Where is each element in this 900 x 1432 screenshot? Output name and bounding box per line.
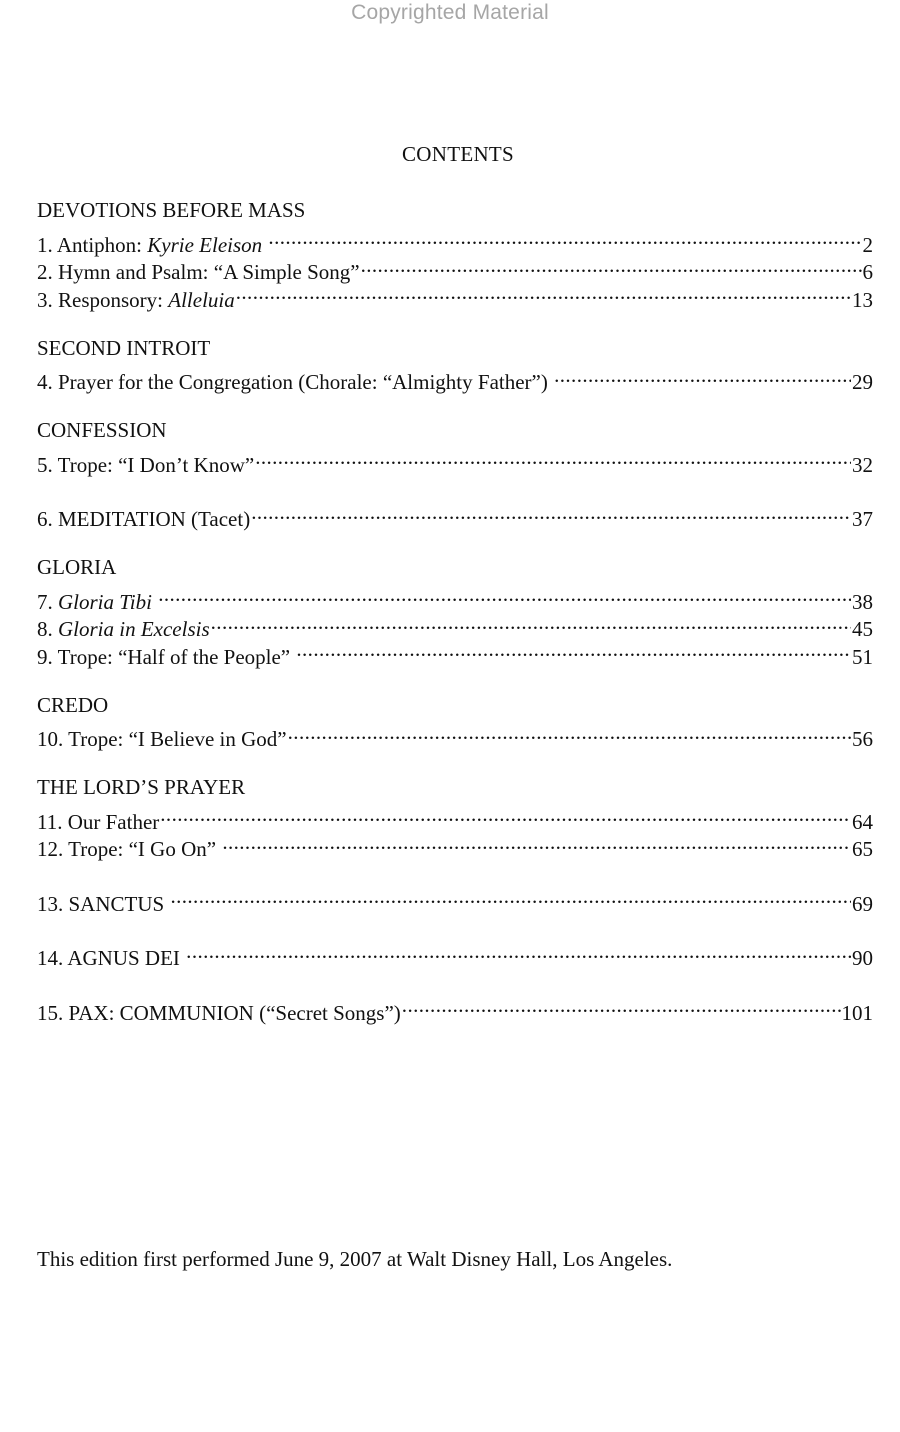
dot-leader (251, 499, 851, 527)
entry-title (37, 726, 287, 754)
entry-title-italic: Kyrie Eleison (147, 232, 263, 257)
page-number: 69 (852, 891, 873, 916)
toc-entry (37, 719, 873, 751)
toc-section (37, 196, 873, 312)
toc-entry (37, 883, 873, 916)
page-number: 6 (862, 260, 873, 284)
toc-entry (37, 829, 873, 861)
toc-section (37, 553, 873, 669)
entry-title-text: 7. (37, 589, 58, 614)
toc-entry (37, 581, 873, 614)
dot-leader (222, 829, 851, 857)
entry-title-text: 1. Antiphon: (37, 232, 148, 257)
page-number: 45 (852, 617, 873, 641)
entry-title-italic: Gloria Tibi (58, 589, 152, 614)
entry-title-suffix (262, 233, 267, 257)
entry-title (37, 1000, 401, 1028)
page-number: 37 (852, 507, 873, 531)
toc-entry (37, 444, 873, 477)
entry-title-text: 11. Our Father (37, 809, 160, 834)
entry-title-text: 14. AGNUS DEI (37, 946, 186, 970)
toc-entry (37, 801, 873, 834)
dot-leader (554, 362, 851, 390)
dot-leader (288, 719, 851, 747)
toc-section (37, 773, 873, 861)
toc-section (37, 938, 873, 970)
section-heading: GLORIA (37, 555, 117, 579)
entry-title-text: 5. Trope: “I Don’t Know” (37, 452, 255, 477)
dot-leader (158, 581, 851, 609)
entry-title-text: 8. (37, 617, 58, 641)
page-number: 13 (852, 287, 873, 312)
toc-entry (37, 499, 873, 531)
dot-leader (211, 609, 851, 637)
dot-leader (268, 224, 861, 252)
entry-title-text: 6. MEDITATION (Tacet) (37, 507, 251, 531)
page-title: CONTENTS (401, 142, 515, 166)
entry-title (37, 616, 210, 644)
entry-title-text: 13. SANCTUS (37, 891, 170, 916)
section-heading: CONFESSION (37, 418, 167, 442)
entry-title-text: 12. Trope: “I Go On” (37, 837, 222, 861)
entry-title-text: 2. Hymn and Psalm: “A Simple Song” (37, 260, 360, 284)
entry-title (37, 589, 157, 617)
toc-entry (37, 609, 873, 641)
toc-entry (37, 224, 873, 257)
entry-title (37, 836, 221, 864)
entry-title-suffix (152, 590, 157, 614)
dot-leader (255, 444, 851, 472)
page-number: 64 (852, 809, 873, 834)
entry-title (37, 809, 159, 837)
page-number: 2 (862, 232, 873, 257)
section-heading: CREDO (37, 692, 109, 717)
dot-leader (296, 636, 851, 664)
page-number: 90 (852, 946, 873, 970)
entry-title (37, 452, 254, 480)
toc-section (37, 334, 873, 394)
page-number: 65 (852, 837, 873, 861)
dot-leader (170, 883, 851, 911)
entry-title (37, 287, 235, 315)
performance-note: This edition first performed June 9, 2007 at Walt Disney Hall, Los Angeles. (37, 1247, 673, 1271)
toc-entry (37, 992, 873, 1025)
toc-entry (37, 362, 873, 394)
dot-leader (160, 801, 851, 829)
section-heading: SECOND INTROIT (37, 335, 211, 360)
dot-leader (186, 938, 851, 966)
dot-leader (236, 279, 851, 307)
page-number: 56 (852, 727, 873, 751)
page-number: 29 (852, 370, 873, 394)
entry-title (37, 644, 295, 672)
toc-section (37, 883, 873, 916)
dot-leader (361, 252, 862, 280)
entry-title-italic: Alleluia (168, 287, 235, 312)
entry-title-italic: Gloria in Excelsis (58, 617, 210, 641)
toc-section (37, 992, 873, 1025)
dot-leader (402, 992, 841, 1020)
entry-title-text: 10. Trope: “I Believe in God” (37, 727, 287, 751)
section-heading: THE LORD’S PRAYER (37, 775, 246, 799)
entry-title (37, 369, 553, 397)
toc-entry (37, 938, 873, 970)
entry-title (37, 506, 250, 534)
page-number: 38 (852, 589, 873, 614)
entry-title-text: 15. PAX: COMMUNION (“Secret Songs”) (37, 1000, 401, 1025)
entry-title (37, 945, 185, 973)
entry-title-text: 4. Prayer for the Congregation (Chorale: “Almighty Father”) (37, 370, 554, 394)
entry-title (37, 891, 169, 919)
page-number: 101 (841, 1000, 873, 1025)
entry-title-text: 3. Responsory: (37, 287, 169, 312)
watermark-text: Copyrighted Material (351, 1, 549, 24)
section-heading: DEVOTIONS BEFORE MASS (37, 198, 306, 222)
entry-title-text: 9. Trope: “Half of the People” (37, 644, 296, 669)
toc-section (37, 499, 873, 531)
table-of-contents (37, 196, 873, 1025)
entry-title (37, 232, 267, 260)
toc-section (37, 691, 873, 751)
page-number: 51 (852, 644, 873, 669)
page-number: 32 (852, 452, 873, 477)
toc-section (37, 416, 873, 477)
